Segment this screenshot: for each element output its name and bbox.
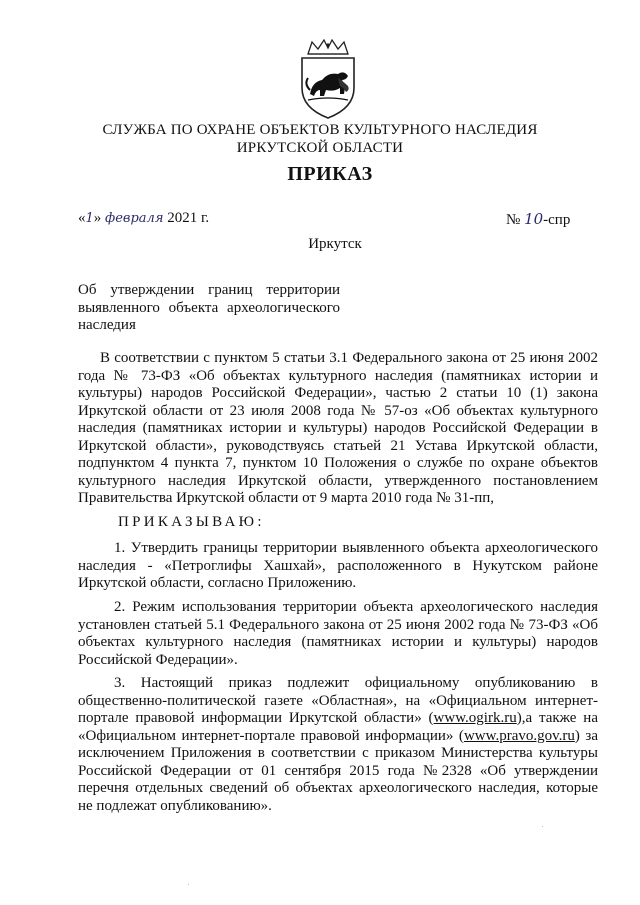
order-date: [78, 210, 209, 227]
item-1-paragraph: 1. Утвердить границы территории выявленного объекта археологического наследия - «Петроглифы Хашхай», расположенного в Нукутском районе Иркутской области, согласно Приложению.: [78, 540, 598, 591]
scan-speck: [188, 884, 189, 885]
item-3-text-part2: ),а также на «Официальном интернет-портале правовой информации» (: [78, 710, 598, 744]
item-3-text-part3: ) за исключением Приложения в соответствии с приказом Министерства культуры Российской Федерации от 01 сентября 2015 года №2328 «Об утверждении перечня отдельных сведений об объектах археологического наследия, которые не подлежат опубликованию».: [78, 727, 598, 814]
pravo-gov-link[interactable]: www.pravo.gov.ru: [463, 727, 575, 744]
item-3-paragraph: [78, 675, 598, 815]
date-year: 2021 г.: [167, 210, 210, 226]
agency-name-line1: СЛУЖБА ПО ОХРАНЕ ОБЪЕКТОВ КУЛЬТУРНОГО НАСЛЕДИЯ: [102, 122, 538, 138]
order-subject: Об утверждении границ территории выявленного объекта археологического наследия: [78, 282, 340, 333]
coat-of-arms-emblem: [294, 38, 362, 120]
coat-of-arms-icon: [294, 38, 362, 120]
item-3-text-part1: 3. Настоящий приказ подлежит официальному опубликованию в общественно-политической газете «Областная», на «Официальном интернет-портале правовой информации Иркутской области» (: [78, 675, 598, 726]
date-month-handwritten: февраля: [105, 211, 164, 226]
document-title: ПРИКАЗ: [287, 163, 373, 185]
order-directive-word: ПРИКАЗЫВАЮ:: [118, 514, 265, 530]
preamble-paragraph: В соответствии с пунктом 5 статьи 3.1 Федерального закона от 25 июня 2002 года № 73-ФЗ «Об объектах культурного наследия (памятниках истории и культуры) народов Российской Федерации», частью 2 статьи 10 (1) закона Иркутской области от 23 июля 2008 года № 57-оз «Об объектах культурного наследия (памятниках истории и культуры) народов Российской Федерации в Иркутской области», руководствуясь статьей 21 Устава Иркутской области, подпунктом 4 пункта 7, пунктом 10 Положения о службе по охране объектов культурного наследия Иркутской области, утвержденного постановлением Правительства Иркутской области от 9 марта 2010 года № 31-пп,: [78, 350, 598, 506]
number-sign: №: [506, 212, 521, 228]
number-value-handwritten: 10: [524, 210, 544, 228]
order-number: [506, 210, 570, 229]
scan-speck: [542, 826, 543, 827]
ogirk-link[interactable]: www.ogirk.ru: [433, 710, 517, 726]
date-day-handwritten: 1: [85, 211, 94, 226]
date-open-quote: «: [78, 210, 86, 226]
item-2-paragraph: 2. Режим использования территории объекта археологического наследия установлен статьей 5.1 Федерального закона от 25 июня 2002 года № 73-ФЗ «Об объектах культурного наследия (памятниках истории и культуры) народов Российской Федерации».: [78, 599, 598, 668]
date-close-quote: »: [93, 210, 102, 226]
number-suffix: -спр: [543, 212, 571, 228]
city-name: Иркутск: [308, 236, 362, 252]
agency-name-line2: ИРКУТСКОЙ ОБЛАСТИ: [236, 140, 404, 156]
